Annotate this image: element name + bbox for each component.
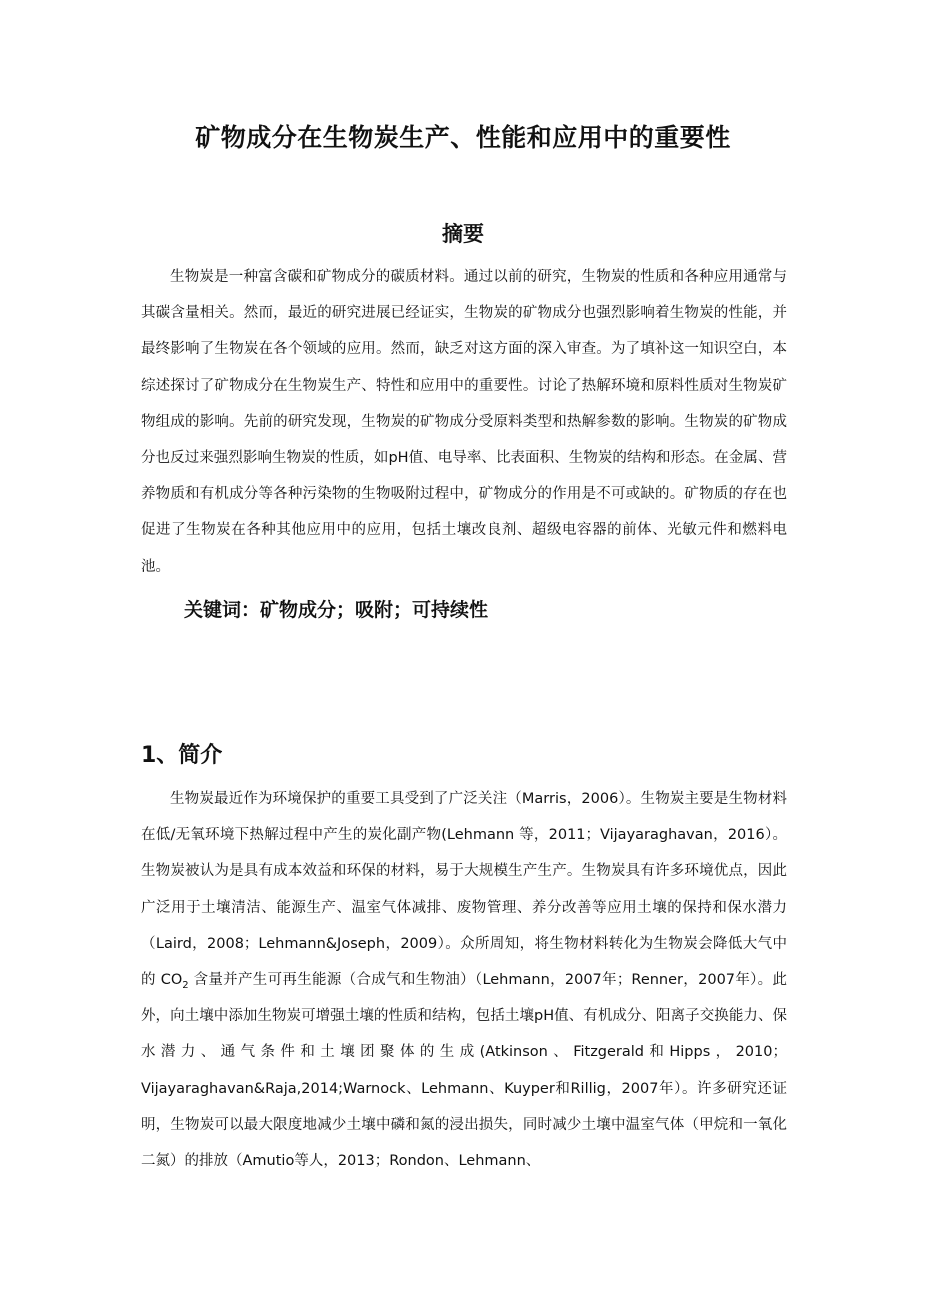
page-title: 矿物成分在生物炭生产、性能和应用中的重要性 (195, 123, 731, 152)
abstract-heading: 摘要 (442, 222, 484, 246)
co2-subscript: 2 (182, 979, 189, 991)
intro-paragraph (141, 781, 787, 1179)
abstract-paragraph: 生物炭是一种富含碳和矿物成分的碳质材料。通过以前的研究，生物炭的性质和各种应用通常与其碳含量相关。然而，最近的研究进展已经证实，生物炭的矿物成分也强烈影响着生物炭的性能，并最终影响了生物炭在各个领域的应用。然而，缺乏对这方面的深入审查。为了填补这一知识空白，本综述探讨了矿物成分在生物炭生产、特性和应用中的重要性。讨论了热解环境和原料性质对生物炭矿物组成的影响。先前的研究发现，生物炭的矿物成分受原料类型和热解参数的影响。生物炭的矿物成分也反过来强烈影响生物炭的性质，如pH值、电导率、比表面积、生物炭的结构和形态。在金属、营养物质和有机成分等各种污染物的生物吸附过程中，矿物成分的作用是不可或缺的。矿物质的存在也促进了生物炭在各种其他应用中的应用，包括土壤改良剂、超级电容器的前体、光敏元件和燃料电池。 (141, 269, 787, 575)
section-heading-intro: 1、简介 (141, 743, 223, 768)
intro-text-part-1: 生物炭最近作为环境保护的重要工具受到了广泛关注（Marris，2006）。生物炭主要是生物材料在低/无氧环境下热解过程中产生的炭化副产物(Lehmann 等，2011；Vijayaraghavan，2016）。生物炭被认为是具有成本效益和环保的材料，易于大规模生产生产。生物炭具有许多环境优点，因此广泛用于土壤清洁、能源生产、温室气体减排、废物管理、养分改善等应用土壤的保持和保水潜力（Laird，2008；Lehmann&Joseph，2009）。众所周知，将生物材料转化为生物炭会降低大气中的 CO (141, 791, 787, 989)
keywords-line: 关键词：矿物成分；吸附；可持续性 (184, 599, 489, 621)
intro-text-part-2: 含量并产生可再生能源（合成气和生物油）（Lehmann，2007年；Renner，2007年）。此外，向土壤中添加生物炭可增强土壤的性质和结构，包括土壤pH值、有机成分、阳离子交换能力、保水潜力、通气条件和土壤团聚体的生成(Atkinson、Fitzgerald和Hipps，2010；Vijayaraghavan&Raja,2014;Warnock、Lehmann、Kuyper和Rillig，2007年）。许多研究还证明，生物炭可以最大限度地减少土壤中磷和氮的浸出损失，同时减少土壤中温室气体（甲烷和一氧化二氮）的排放（Amutio等人，2013；Rondon、Lehmann、 (141, 972, 787, 1170)
